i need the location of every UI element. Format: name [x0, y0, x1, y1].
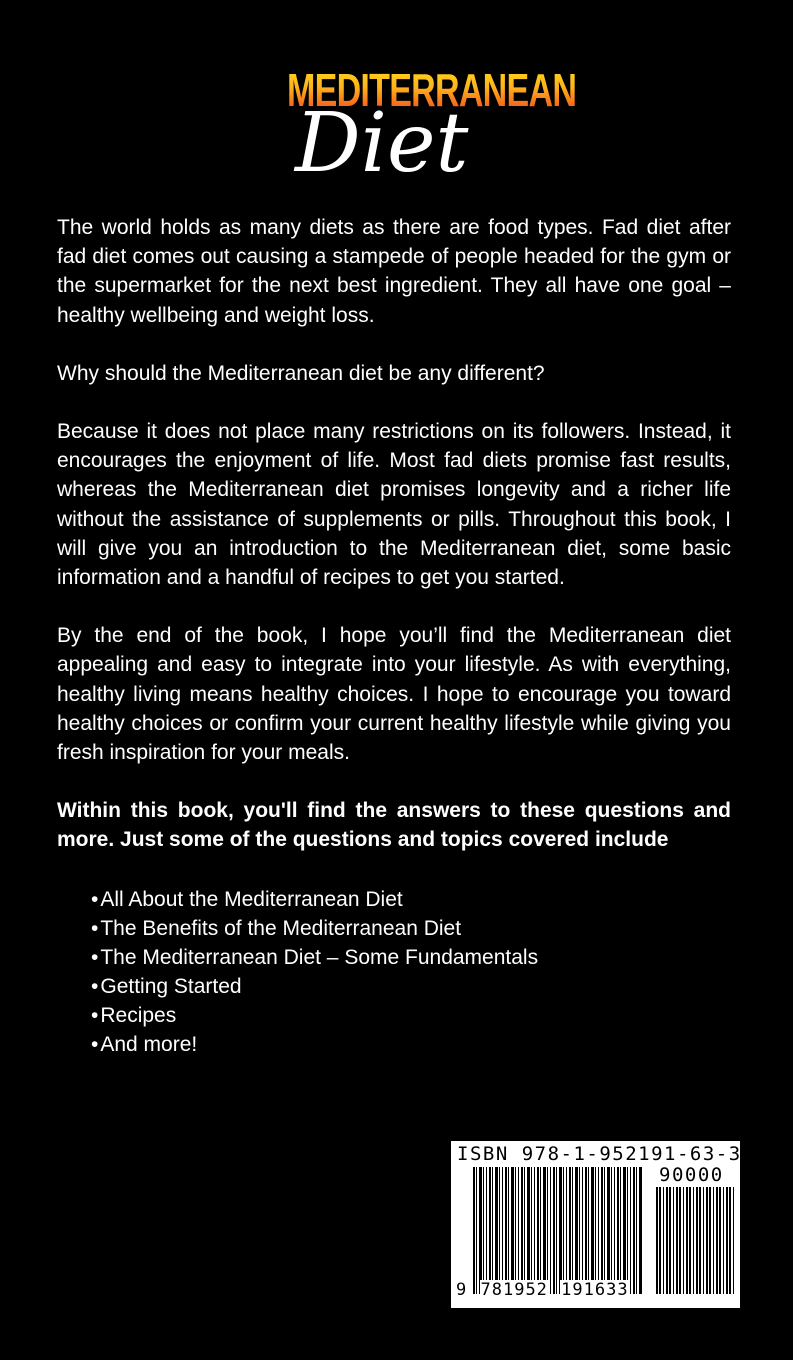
barcode-addon-bars-icon	[656, 1187, 734, 1294]
ean-left-group: 781952	[480, 1280, 548, 1300]
topic-label: Recipes	[100, 1003, 177, 1027]
topic-label: And more!	[100, 1032, 198, 1056]
paragraph-intro: The world holds as many diets as there are food types. Fad diet after fad diet comes out causing a stampede of people headed for the gym or the supermarket for the next best ingredient. They all have one goal – healthy wellbeing and weight loss.	[57, 216, 731, 327]
ean-first-digit: 9	[456, 1280, 468, 1300]
paragraph-lifestyle: By the end of the book, I hope you’ll find the Mediterranean diet appealing and easy to integrate into your lifestyle. As with everything, healthy living means healthy choices. I hope to encourage you toward healthy choices or confirm your current healthy lifestyle while giving you fresh inspiration for your meals.	[57, 624, 731, 765]
list-item	[91, 972, 731, 1001]
topic-label: Getting Started	[100, 974, 242, 998]
bullet-icon: •	[91, 887, 99, 911]
back-cover-text	[57, 213, 731, 1059]
list-item	[91, 943, 731, 972]
topics-list	[91, 885, 731, 1059]
bullet-icon: •	[91, 916, 99, 940]
topic-label: All About the Mediterranean Diet	[100, 887, 403, 911]
logo-title-script: Diet	[295, 96, 469, 191]
list-item	[91, 885, 731, 914]
isbn-barcode	[451, 1141, 740, 1308]
ean-digits	[455, 1280, 630, 1300]
bullet-icon: •	[91, 1003, 99, 1027]
barcode-bars-icon	[473, 1167, 643, 1294]
bullet-icon: •	[91, 945, 99, 969]
isbn-number: ISBN 978-1-952191-63-3	[457, 1143, 742, 1165]
paragraph-restrictions: Because it does not place many restrictions on its followers. Instead, it encourages the enjoyment of life. Most fad diets promise fast results, whereas the Mediterranean diet promises longevity and a richer life without the assistance of supplements or pills. Throughout this book, I will give you an introduction to the Mediterranean diet, some basic information and a handful of recipes to get you started.	[57, 420, 731, 590]
bullet-icon: •	[91, 1032, 99, 1056]
book-logo	[275, 62, 577, 197]
bullet-icon: •	[91, 974, 99, 998]
topic-label: The Benefits of the Mediterranean Diet	[100, 916, 462, 940]
topics-intro: Within this book, you'll find the answers to these questions and more. Just some of the questions and topics covered include	[57, 799, 731, 852]
list-item	[91, 1001, 731, 1030]
ean-right-group: 191633	[561, 1280, 629, 1300]
list-item	[91, 1030, 731, 1059]
price-code: 90000	[659, 1164, 724, 1186]
topic-label: The Mediterranean Diet – Some Fundamentals	[100, 945, 539, 969]
paragraph-question: Why should the Mediterranean diet be any different?	[57, 361, 545, 385]
logo-title-top: MEDITERRANEAN	[287, 64, 577, 116]
list-item	[91, 914, 731, 943]
